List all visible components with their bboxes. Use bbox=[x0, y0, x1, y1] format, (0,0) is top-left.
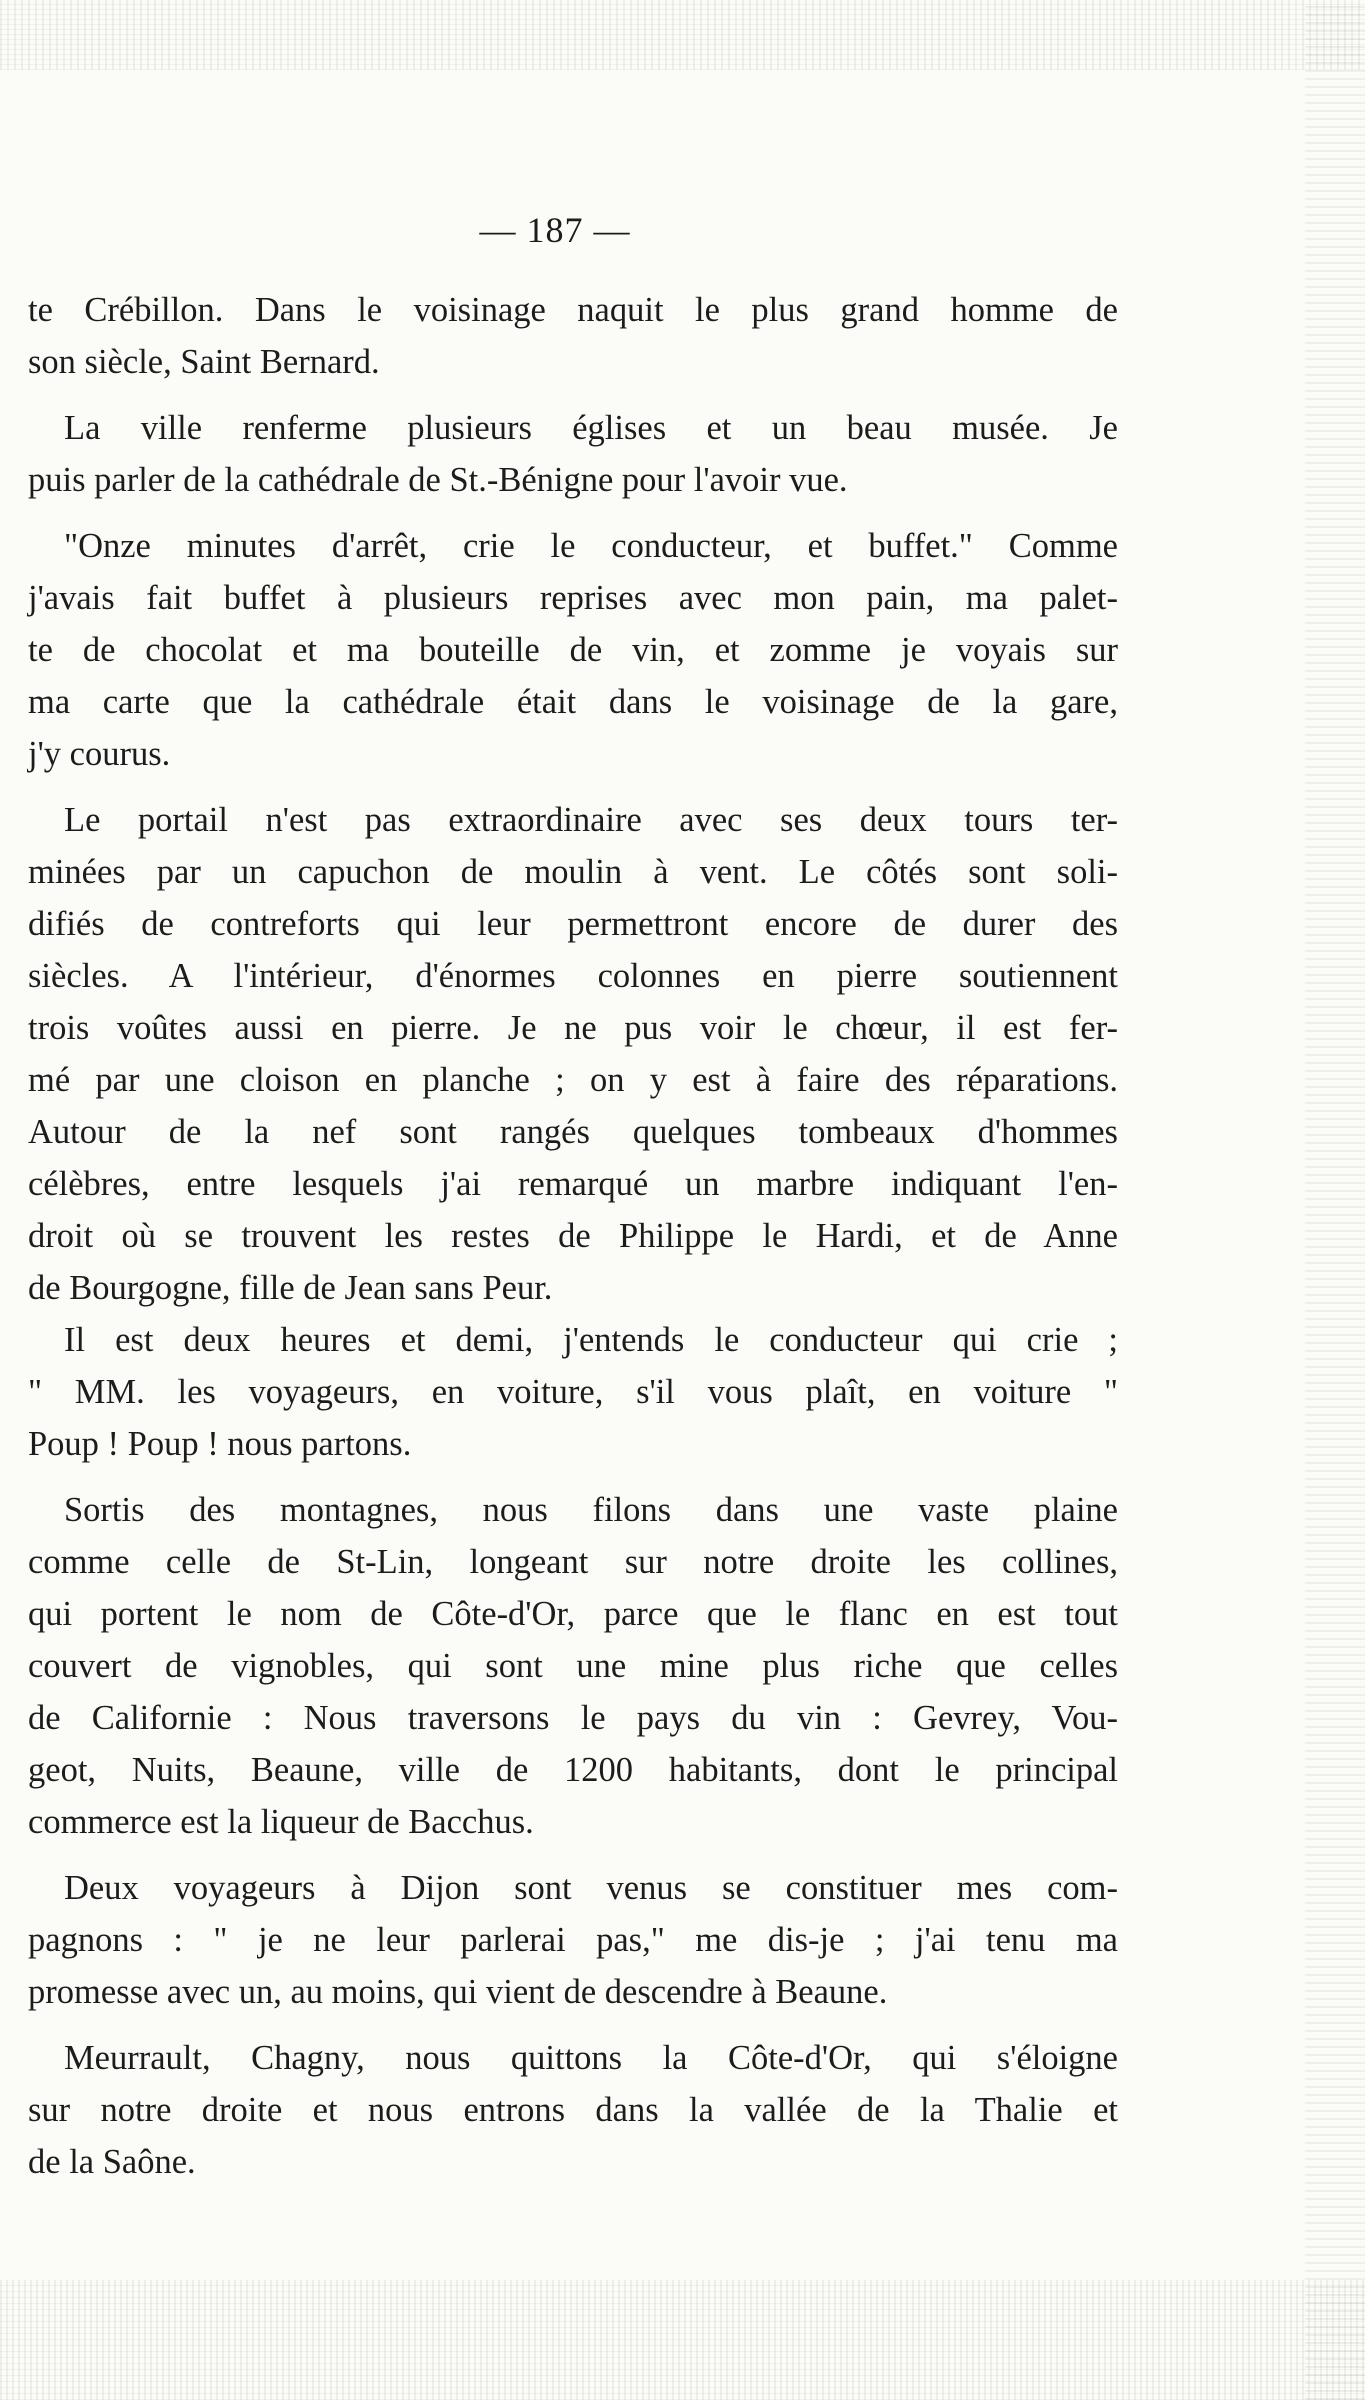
paragraph-first-line: Il est deux heures et demi, j'entends le conducteur qui crie ; bbox=[64, 1321, 1118, 1359]
text-line: " MM. les voyageurs, en voiture, s'il vous plaît, en voiture " bbox=[28, 1373, 1118, 1411]
body-text bbox=[28, 284, 1118, 2188]
text-line: mé par une cloison en planche ; on y est à faire des réparations. bbox=[28, 1061, 1118, 1099]
text-line: j'y courus. bbox=[28, 735, 171, 773]
text-line: minées par un capuchon de moulin à vent. Le côtés sont soli- bbox=[28, 853, 1118, 891]
text-line: son siècle, Saint Bernard. bbox=[28, 343, 380, 381]
text-line: droit où se trouvent les restes de Philippe le Hardi, et de Anne bbox=[28, 1217, 1118, 1255]
text-line: Poup ! Poup ! nous partons. bbox=[28, 1425, 412, 1463]
text-line: siècles. A l'intérieur, d'énormes colonnes en pierre soutiennent bbox=[28, 957, 1118, 995]
text-line: Autour de la nef sont rangés quelques tombeaux d'hommes bbox=[28, 1113, 1118, 1151]
scan-noise-top bbox=[0, 0, 1365, 70]
text-line: de Bourgogne, fille de Jean sans Peur. bbox=[28, 1269, 553, 1307]
text-line: sur notre droite et nous entrons dans la vallée de la Thalie et bbox=[28, 2091, 1118, 2129]
text-line: geot, Nuits, Beaune, ville de 1200 habitants, dont le principal bbox=[28, 1751, 1118, 1789]
text-line: difiés de contreforts qui leur permettront encore de durer des bbox=[28, 905, 1118, 943]
text-line: ma carte que la cathédrale était dans le voisinage de la gare, bbox=[28, 683, 1118, 721]
paragraph-first-line: Meurrault, Chagny, nous quittons la Côte-d'Or, qui s'éloigne bbox=[64, 2039, 1118, 2077]
text-line: trois voûtes aussi en pierre. Je ne pus voir le chœur, il est fer- bbox=[28, 1009, 1118, 1047]
text-line: pagnons : " je ne leur parlerai pas," me dis-je ; j'ai tenu ma bbox=[28, 1921, 1118, 1959]
text-line: couvert de vignobles, qui sont une mine plus riche que celles bbox=[28, 1647, 1118, 1685]
paragraph-first-line: Le portail n'est pas extraordinaire avec ses deux tours ter- bbox=[64, 801, 1118, 839]
text-line: te de chocolat et ma bouteille de vin, et zomme je voyais sur bbox=[28, 631, 1118, 669]
text-line: promesse avec un, au moins, qui vient de descendre à Beaune. bbox=[28, 1973, 888, 2011]
paragraph-first-line: La ville renferme plusieurs églises et un beau musée. Je bbox=[64, 409, 1118, 447]
paragraph-first-line: Deux voyageurs à Dijon sont venus se constituer mes com- bbox=[64, 1869, 1118, 1907]
scan-noise-right bbox=[1305, 0, 1365, 2400]
text-line: puis parler de la cathédrale de St.-Bénigne pour l'avoir vue. bbox=[28, 461, 848, 499]
text-line: te Crébillon. Dans le voisinage naquit le plus grand homme de bbox=[28, 291, 1118, 329]
text-line: j'avais fait buffet à plusieurs reprises avec mon pain, ma palet- bbox=[28, 579, 1118, 617]
paragraph-first-line: "Onze minutes d'arrêt, crie le conducteur, et buffet." Comme bbox=[64, 527, 1118, 565]
scan-noise-bottom bbox=[0, 2280, 1365, 2400]
text-line: qui portent le nom de Côte-d'Or, parce que le flanc en est tout bbox=[28, 1595, 1118, 1633]
page-number: — 187 — bbox=[479, 210, 631, 250]
text-line: célèbres, entre lesquels j'ai remarqué un marbre indiquant l'en- bbox=[28, 1165, 1118, 1203]
paragraph-first-line: Sortis des montagnes, nous filons dans une vaste plaine bbox=[64, 1491, 1118, 1529]
text-line: de Californie : Nous traversons le pays du vin : Gevrey, Vou- bbox=[28, 1699, 1118, 1737]
text-line: de la Saône. bbox=[28, 2143, 196, 2181]
text-line: commerce est la liqueur de Bacchus. bbox=[28, 1803, 534, 1841]
text-line: comme celle de St-Lin, longeant sur notre droite les collines, bbox=[28, 1543, 1118, 1581]
